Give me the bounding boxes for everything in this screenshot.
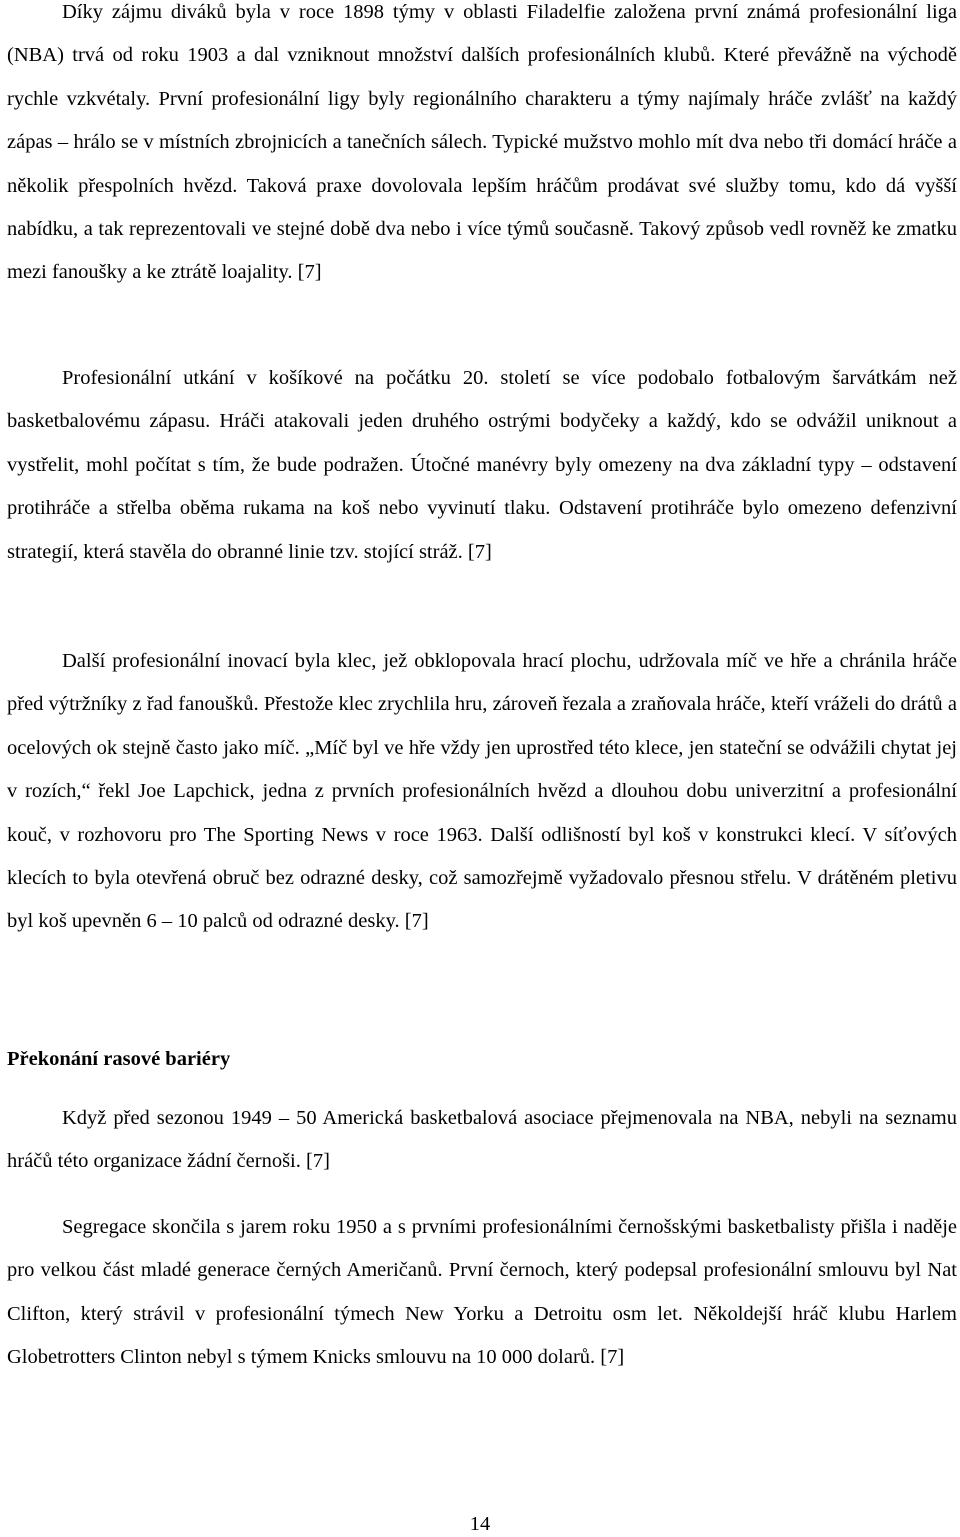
page-number: 14: [469, 1513, 491, 1535]
paragraph-nba-origins: Díky zájmu diváků byla v roce 1898 týmy v oblasti Filadelfie založena první známá profesionální liga (NBA) trvá od roku 1903 a dal vzniknout množství dalších profesionálních klubů. Které převážně na východě rychle vzkvétaly. První profesionální ligy byly regionálního charakteru a týmy najímaly hráče zvlášť na každý zápas – hrálo se v místních zbrojnicích a tanečních sálech. Typické mužstvo mohlo mít dva nebo tři domácí hráče a několik přespolních hvězd. Taková praxe dovolovala lepším hráčům prodávat své služby tomu, kdo dá vyšší nabídku, a tak reprezentovali ve stejné době dva nebo i více týmů současně. Takový způsob vedl rovněž ke zmatku mezi fanoušky a ke ztrátě loajality. [7]: [7, 1, 957, 284]
paragraph-segregation-end: Segregace skončila s jarem roku 1950 a s prvními profesionálními černošskými basketbalisty přišla i naděje pro velkou část mladé generace černých Američanů. První černoch, který podepsal profesionální smlouvu byl Nat Clifton, který strávil v profesionální týmech New Yorku a Detroitu osm let. Několdejší hráč klubu Harlem Globetrotters Clinton nebyl s týmem Knicks smlouvu na 10 000 dolarů. [7]: [7, 1216, 957, 1369]
paragraph-early-game-style: Profesionální utkání v košíkové na počátku 20. století se více podobalo fotbalovým šarvátkám než basketbalovému zápasu. Hráči atakovali jeden druhého ostrými bodyčeky a každý, kdo se odvážil uniknout a vystřelit, mohl počítat s tím, že bude podražen. Útočné manévry byly omezeny na dva základní typy – odstavení protihráče a střelba oběma rukama na koš nebo vyvinutí tlaku. Odstavení protihráče bylo omezeno defenzivní strategií, která stavěla do obranné linie tzv. stojící stráž. [7]: [7, 367, 957, 563]
section-heading: Překonání rasové bariéry: [7, 1048, 231, 1070]
paragraph-cage-innovation: Další profesionální inovací byla klec, jež obklopovala hrací plochu, udržovala míč ve hře a chránila hráče před výtržníky z řad fanoušků. Přestože klec zrychlila hru, zároveň řezala a zraňovala hráče, kteří vráželi do drátů a ocelových ok stejně často jako míč. „Míč byl ve hře vždy jen uprostřed této klece, jen stateční se odvážili chytat jej v rozích,“ řekl Joe Lapchick, jedna z prvních profesionálních hvězd a dlouhou dobu univerzitní a profesionální kouč, v rozhovoru pro The Sporting News v roce 1963. Další odlišností byl koš v konstrukci klecí. V síťových klecích to byla otevřená obruč bez odrazné desky, což samozřejmě vyžadovalo přesnou střelu. V drátěném pletivu byl koš upevněn 6 – 10 palců od odrazné desky. [7]: [7, 650, 957, 933]
paragraph-nba-renaming: Když před sezonou 1949 – 50 Americká basketbalová asociace přejmenovala na NBA, nebyli na seznamu hráčů této organizace žádní černoši. [7]: [7, 1107, 957, 1173]
